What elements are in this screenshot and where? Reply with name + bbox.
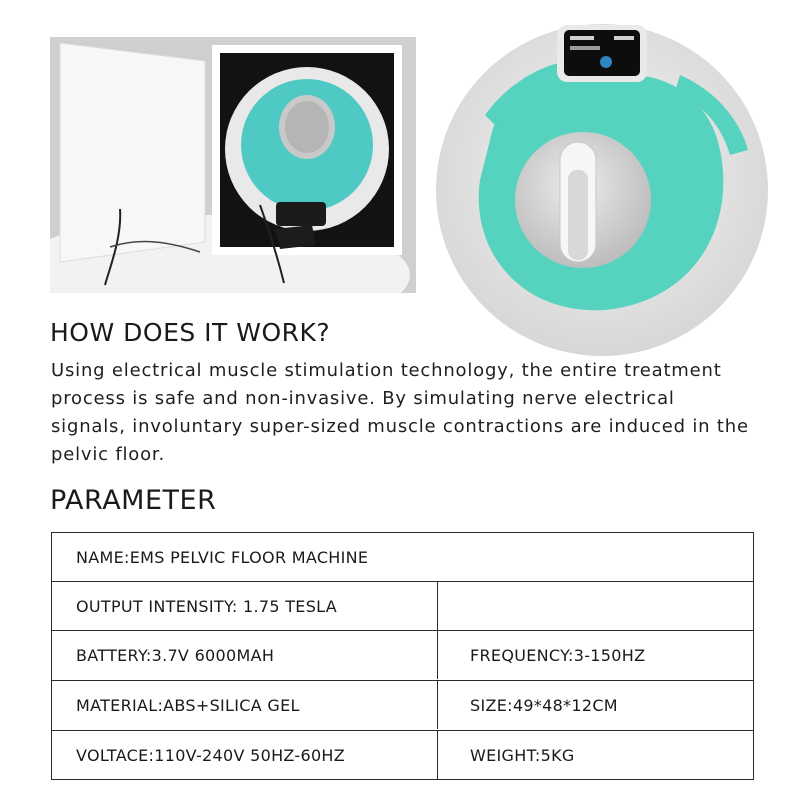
parameter-row-battery (52, 630, 753, 679)
packaging-photo (50, 37, 416, 293)
device-illustration (430, 20, 770, 360)
param-frequency: FREQUENCY:3-150HZ (437, 631, 753, 679)
param-voltage: VOLTACE:110V-240V 50HZ-60HZ (76, 745, 346, 765)
param-weight: WEIGHT:5KG (437, 731, 753, 779)
param-battery: BATTERY:3.7V 6000MAH (76, 645, 275, 665)
param-material: MATERIAL:ABS+SILICA GEL (76, 695, 300, 715)
boxed-device-screen (276, 202, 326, 226)
param-name: NAME:EMS PELVIC FLOOR MACHINE (76, 547, 369, 567)
box-lid (60, 43, 205, 262)
param-size: SIZE:49*48*12CM (437, 681, 753, 729)
how-it-works-description: Using electrical muscle stimulation technology, the entire treatment process is safe and non-invasive. By simulating nerve electrical signals, involuntary super-sized muscle contractions are induced in the pelvic floor. (51, 360, 749, 465)
parameter-row-name (52, 533, 753, 581)
param-output-intensity: OUTPUT INTENSITY: 1.75 TESLA (76, 596, 337, 616)
parameter-row-material (52, 680, 753, 729)
electrode-pad (275, 225, 316, 249)
parameter-table (51, 532, 754, 780)
parameter-title: PARAMETER (50, 485, 217, 516)
param-empty-cell (437, 582, 753, 630)
how-it-works-title: HOW DOES IT WORK? (50, 318, 331, 347)
parameter-row-voltage (52, 730, 753, 779)
device-photo (430, 20, 770, 360)
parameter-row-output (52, 581, 753, 630)
wifi-icon (600, 56, 612, 68)
packaging-illustration (50, 37, 416, 293)
